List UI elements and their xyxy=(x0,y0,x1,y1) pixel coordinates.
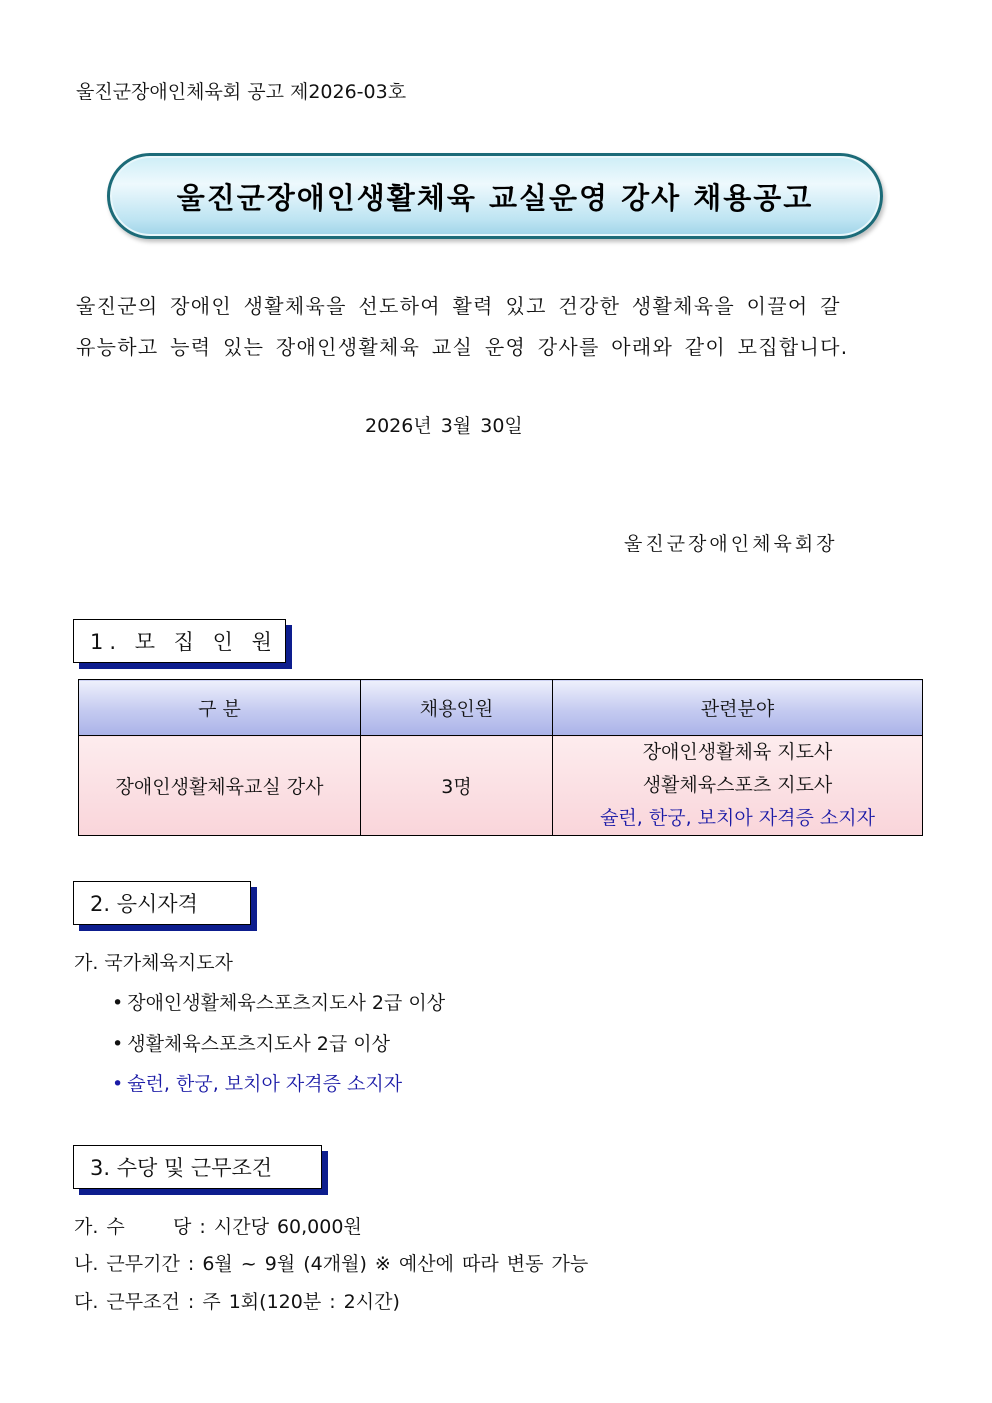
recruitment-table xyxy=(78,679,923,836)
cell-category: 장애인생활체육교실 강사 xyxy=(79,736,361,836)
section-heading-qualification: 2. 응시자격 xyxy=(73,881,251,925)
intro-line-2: 유능하고 능력 있는 장애인생활체육 교실 운영 강사를 아래와 같이 모집합니다. xyxy=(76,335,849,359)
condition-item: 나. 근무기간 : 6월 ~ 9월 (4개월) ※ 예산에 따라 변동 가능 xyxy=(74,1253,589,1275)
qualification-bullet xyxy=(112,1029,390,1056)
qualification-text: 슐런, 한궁, 보치아 자격증 소지자 xyxy=(127,1073,403,1095)
field-item: 생활체육스포츠 지도사 xyxy=(642,774,833,796)
table-header-row xyxy=(79,680,923,736)
bullet-icon: • xyxy=(112,1073,124,1095)
section-heading-conditions: 3. 수당 및 근무조건 xyxy=(73,1145,322,1189)
signer: 울진군장애인체육회장 xyxy=(624,533,838,555)
header-category: 구 분 xyxy=(79,680,361,736)
qualification-bullet-highlight xyxy=(112,1069,402,1096)
bullet-icon: • xyxy=(112,1033,124,1055)
table-row xyxy=(79,736,923,836)
condition-item: 다. 근무조건 : 주 1회(120분 : 2시간) xyxy=(74,1291,400,1313)
title-banner xyxy=(107,153,883,239)
header-count: 채용인원 xyxy=(361,680,553,736)
cell-count: 3명 xyxy=(361,736,553,836)
field-item: 장애인생활체육 지도사 xyxy=(642,741,833,763)
condition-item: 가. 수 당 : 시간당 60,000원 xyxy=(74,1216,362,1238)
qualification-text: 생활체육스포츠지도사 2급 이상 xyxy=(127,1033,390,1055)
intro-line-1: 울진군의 장애인 생활체육을 선도하여 활력 있고 건강한 생활체육을 이끌어 갈 xyxy=(76,294,841,318)
header-field: 관련분야 xyxy=(553,680,923,736)
field-item-highlight: 슐런, 한궁, 보치아 자격증 소지자 xyxy=(600,807,875,829)
qualification-item-a: 가. 국가체육지도자 xyxy=(74,952,233,974)
section-heading-recruitment: 1. 모 집 인 원 xyxy=(73,619,286,663)
notice-number: 울진군장애인체육회 공고 제2026-03호 xyxy=(76,81,407,103)
qualification-bullet xyxy=(112,988,445,1015)
bullet-icon: • xyxy=(112,992,124,1014)
notice-date: 2026년 3월 30일 xyxy=(365,415,523,437)
qualification-text: 장애인생활체육스포츠지도사 2급 이상 xyxy=(127,992,446,1014)
cell-fields xyxy=(553,736,923,836)
page-title: 울진군장애인생활체육 교실운영 강사 채용공고 xyxy=(176,180,814,215)
